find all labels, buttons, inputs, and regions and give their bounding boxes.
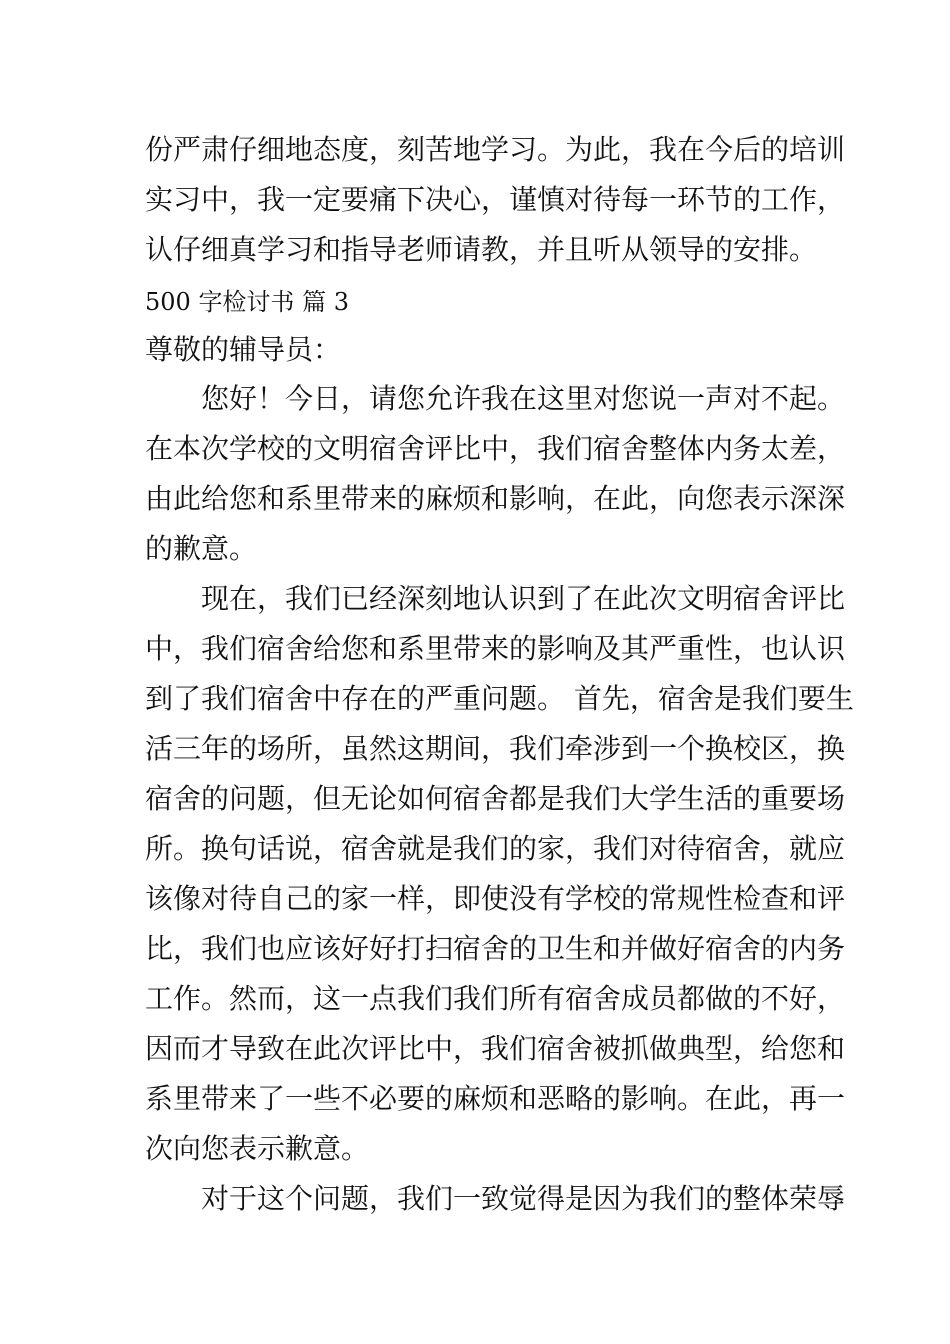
text-line: 到了我们宿舍中存在的严重问题。 首先，宿舍是我们要生 xyxy=(145,682,854,715)
paragraph-first-line: 现在，我们已经深刻地认识到了在此次文明宿舍评比 xyxy=(201,582,846,615)
text-line: 在本次学校的文明宿舍评比中，我们宿舍整体内务太差， xyxy=(145,432,846,465)
text-line: 份严肃仔细地态度，刻苦地学习。为此，我在今后的培训 xyxy=(145,133,846,166)
text-line: 的歉意。 xyxy=(145,532,258,565)
text-line: 由此给您和系里带来的麻烦和影响，在此，向您表示深深 xyxy=(145,482,846,515)
text-line: 认仔细真学习和指导老师请教，并且听从领导的安排。 xyxy=(145,233,818,266)
section-heading: 500 字检讨书 篇 3 xyxy=(145,288,349,316)
text-line: 实习中，我一定要痛下决心，谨慎对待每一环节的工作， xyxy=(145,183,846,216)
text-line: 工作。然而，这一点我们我们所有宿舍成员都做的不好， xyxy=(145,982,846,1015)
paragraph-first-line: 对于这个问题，我们一致觉得是因为我们的整体荣辱 xyxy=(201,1182,846,1215)
text-line: 宿舍的问题，但无论如何宿舍都是我们大学生活的重要场 xyxy=(145,782,846,815)
text-line: 中，我们宿舍给您和系里带来的影响及其严重性，也认识 xyxy=(145,632,846,665)
salutation: 尊敬的辅导员： xyxy=(145,333,342,366)
text-line: 次向您表示歉意。 xyxy=(145,1132,370,1165)
text-line: 因而才导致在此次评比中，我们宿舍被抓做典型，给您和 xyxy=(145,1032,846,1065)
text-line: 所。换句话说，宿舍就是我们的家，我们对待宿舍，就应 xyxy=(145,832,846,865)
text-line: 比，我们也应该好好打扫宿舍的卫生和并做好宿舍的内务 xyxy=(145,932,846,965)
text-line: 该像对待自己的家一样，即使没有学校的常规性检查和评 xyxy=(145,882,846,915)
paragraph-first-line: 您好！今日，请您允许我在这里对您说一声对不起。 xyxy=(201,382,846,415)
text-line: 系里带来了一些不必要的麻烦和恶略的影响。在此，再一 xyxy=(145,1082,846,1115)
text-line: 活三年的场所，虽然这期间，我们牵涉到一个换校区，换 xyxy=(145,732,846,765)
